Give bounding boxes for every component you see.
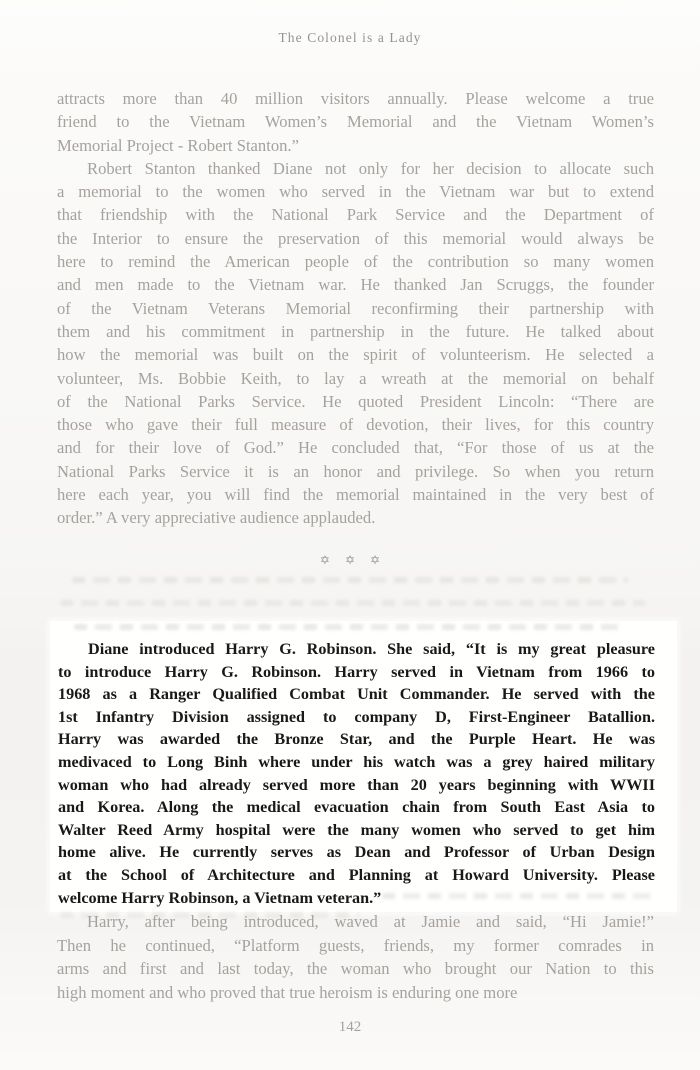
text-line: woman who had already served more than 20 years beginning with WWII xyxy=(58,775,655,794)
text-line: welcome Harry Robinson, a Vietnam veteran.” xyxy=(58,888,382,907)
text-line: of the National Parks Service. He quoted President Lincoln: “There are xyxy=(57,391,654,411)
paragraph-continuation xyxy=(57,87,654,157)
text-line: and men made to the Vietnam war. He thanked Jan Scruggs, the founder xyxy=(57,275,654,295)
bleed-through-artifact xyxy=(60,600,646,606)
highlighted-passage-box xyxy=(50,621,677,912)
text-line: 1968 as a Ranger Qualified Combat Unit Commander. He served with the xyxy=(58,685,655,704)
section-separator xyxy=(0,553,700,567)
text-line: the Interior to ensure the preservation of this memorial would always be xyxy=(57,228,654,248)
star-icon: ✡ xyxy=(319,553,330,567)
highlighted-paragraph-block xyxy=(58,638,655,909)
text-line: that friendship with the National Park Service and the Department of xyxy=(57,205,654,225)
running-header: The Colonel is a Lady xyxy=(278,30,422,45)
page-number: 142 xyxy=(338,1019,362,1035)
text-line: how the memorial was built on the spirit of volunteerism. He selected a xyxy=(57,345,654,365)
body-text-lower xyxy=(57,910,654,1004)
body-text-upper xyxy=(57,87,654,530)
bleed-through-artifact xyxy=(382,893,654,899)
text-line: to introduce Harry G. Robinson. Harry served in Vietnam from 1966 to xyxy=(58,662,655,681)
text-line: and Korea. Along the medical evacuation chain from South East Asia to xyxy=(58,798,655,817)
text-line: Diane introduced Harry G. Robinson. She said, “It is my great pleasure xyxy=(88,640,655,658)
paragraph-harry-speech xyxy=(57,910,654,1004)
text-line: Harry, after being introduced, waved at Jamie and said, “Hi Jamie!” xyxy=(87,912,654,931)
text-line: medivaced to Long Binh where under his watch was a grey haired military xyxy=(58,752,655,771)
text-line: National Parks Service it is an honor and privilege. So when you return xyxy=(57,461,654,481)
star-icon: ✡ xyxy=(344,553,356,567)
text-line: friend to the Vietnam Women’s Memorial and the Vietnam Women’s xyxy=(57,112,654,132)
text-line: Memorial Project - Robert Stanton.” xyxy=(57,135,299,155)
text-line: those who gave their full measure of devotion, their lives, for this country xyxy=(57,415,654,435)
text-line: them and his commitment in partnership in the future. He talked about xyxy=(57,321,654,341)
text-line: arms and first and last today, the woman who brought our Nation to this xyxy=(57,959,654,978)
text-line: volunteer, Ms. Bobbie Keith, to lay a wreath at the memorial on behalf xyxy=(57,368,654,388)
text-line: a memorial to the women who served in the Vietnam war but to extend xyxy=(57,182,654,202)
text-line: of the Vietnam Veterans Memorial reconfirming their partnership with xyxy=(57,298,654,318)
text-line: Walter Reed Army hospital were the many women who served to get him xyxy=(58,820,655,839)
text-line: at the School of Architecture and Planning at Howard University. Please xyxy=(58,865,655,884)
text-line: Robert Stanton thanked Diane not only for her decision to allocate such xyxy=(87,158,654,178)
star-icon: ✡ xyxy=(370,553,381,567)
text-line: and for their love of God.” He concluded that, “For those of us at the xyxy=(57,438,654,458)
text-line: 1st Infantry Division assigned to company D, First-Engineer Batallion. xyxy=(58,707,655,726)
text-line: high moment and who proved that true heroism is enduring one more xyxy=(57,982,518,1002)
text-line: attracts more than 40 million visitors annually. Please welcome a true xyxy=(57,89,654,108)
bleed-through-artifact xyxy=(74,624,626,630)
text-line: Harry was awarded the Bronze Star, and the Purple Heart. He was xyxy=(58,730,655,749)
text-line: order.” A very appreciative audience applauded. xyxy=(57,508,376,528)
text-line: here to remind the American people of the contribution so many women xyxy=(57,252,654,272)
text-line: here each year, you will find the memorial maintained in the very best of xyxy=(57,485,654,505)
text-line: Then he continued, “Platform guests, friends, my former comrades in xyxy=(57,935,654,955)
paragraph-robert-stanton xyxy=(57,157,654,530)
text-line: home alive. He currently serves as Dean and Professor of Urban Design xyxy=(58,843,655,862)
paragraph-harry-robinson-intro xyxy=(58,638,655,909)
bleed-through-artifact xyxy=(72,577,628,583)
